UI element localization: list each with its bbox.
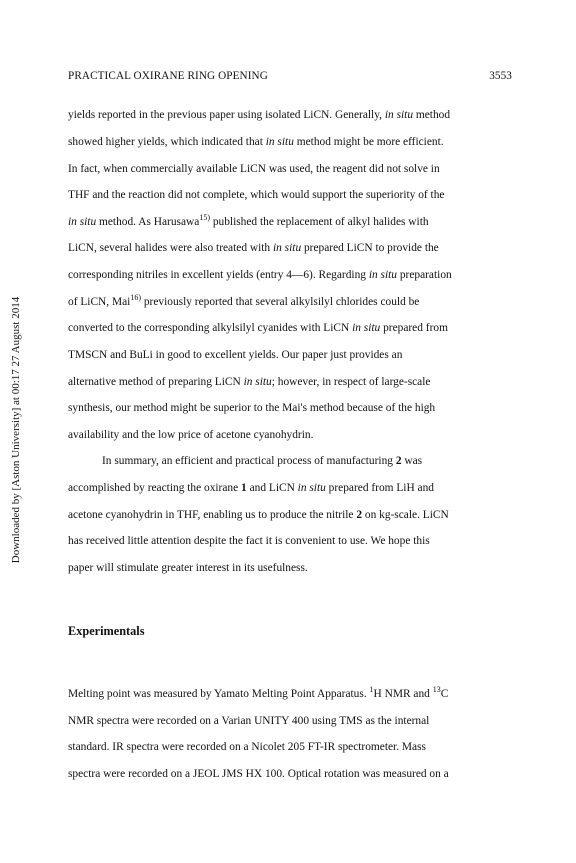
text-run: ; however, in respect of large-scale xyxy=(271,376,431,388)
paragraph-line xyxy=(68,714,429,728)
paragraph-line xyxy=(68,687,448,701)
text-run: showed higher yields, which indicated that xyxy=(68,136,266,148)
paragraph-line xyxy=(68,348,402,362)
paragraph-line xyxy=(68,428,313,442)
italic-run: in situ xyxy=(272,242,302,254)
text-run: availability and the low price of acetone cyanohydrin. xyxy=(68,429,314,441)
italic-run: in situ xyxy=(297,482,326,494)
paragraph-line xyxy=(68,481,434,495)
text-run: preparation xyxy=(397,269,452,281)
section-heading: Experimentals xyxy=(68,624,145,638)
text-run: acetone cyanohydrin in THF, enabling us to produce the nitrile xyxy=(68,509,357,521)
download-watermark xyxy=(10,297,22,563)
paragraph-line xyxy=(68,740,426,754)
text-run: H NMR and xyxy=(373,688,433,700)
italic-run: in situ xyxy=(68,216,97,228)
text-run: paper will stimulate greater interest in its usefulness. xyxy=(68,562,308,574)
download-note: Downloaded by [Aston University] at 00:17 27 August 2014 xyxy=(10,296,22,564)
paragraph-line xyxy=(68,767,449,781)
italic-run: in situ xyxy=(368,269,397,281)
text-run: NMR spectra were recorded on a Varian UNITY 400 using TMS as the internal xyxy=(68,715,430,727)
text-run: method xyxy=(413,109,451,121)
paragraph-line xyxy=(68,534,430,548)
text-run: synthesis, our method might be superior to the Mai's method because of the high xyxy=(68,402,436,414)
text-run: and LiCN xyxy=(246,482,298,494)
paragraph-line xyxy=(68,561,308,575)
text-run: prepared LiCN to provide the xyxy=(301,242,439,254)
paragraph-line xyxy=(68,108,450,122)
text-run: published the replacement of alkyl halides with xyxy=(209,216,429,228)
paragraph-line xyxy=(68,162,440,176)
italic-run: in situ xyxy=(265,136,294,148)
text-run: has received little attention despite the fact it is convenient to use. We hope this xyxy=(68,535,430,547)
compound-number: 2 xyxy=(395,455,402,467)
text-run: THF and the reaction did not complete, which would support the superiority of the xyxy=(68,189,445,201)
text-run: spectra were recorded on a JEOL JMS HX 100. Optical rotation was measured on a xyxy=(68,768,449,780)
text-run: prepared from LiH and xyxy=(325,482,434,494)
text-run: alternative method of preparing LiCN xyxy=(68,376,244,388)
paragraph-line xyxy=(68,508,449,522)
text-run: LiCN, several halides were also treated with xyxy=(68,242,273,254)
italic-run: in situ xyxy=(243,376,272,388)
paragraph-line xyxy=(68,215,429,229)
text-run: Melting point was measured by Yamato Melting Point Apparatus. xyxy=(68,688,370,700)
text-run: TMSCN and BuLi in good to excellent yields. Our paper just provides an xyxy=(68,349,403,361)
compound-number: 2 xyxy=(356,509,363,521)
italic-run: in situ xyxy=(384,109,414,121)
text-run: C xyxy=(440,688,449,700)
text-run: converted to the corresponding alkylsilyl cyanides with LiCN xyxy=(68,322,353,334)
page-number: 3553 xyxy=(489,70,512,82)
isotope-superscript: 1 xyxy=(369,685,374,695)
text-run: corresponding nitriles in excellent yields (entry 4—6). Regarding xyxy=(68,269,369,281)
text-run: previously reported that several alkylsilyl chlorides could be xyxy=(141,296,420,308)
paragraph-line xyxy=(68,135,444,149)
text-run: In fact, when commercially available LiCN was used, the reagent did not solve in xyxy=(68,163,440,175)
text-run: method. As Harusawa xyxy=(96,216,200,228)
paragraph-line xyxy=(68,241,439,255)
reference-superscript: 15) xyxy=(199,213,210,223)
running-title: PRACTICAL OXIRANE RING OPENING xyxy=(68,70,268,82)
paragraph-line xyxy=(68,375,430,389)
text-run: method might be more efficient. xyxy=(293,136,444,148)
text-run: accomplished by reacting the oxirane xyxy=(68,482,242,494)
text-run: In summary, an efficient and practical process of manufacturing xyxy=(102,455,396,467)
text-run: prepared from xyxy=(380,322,448,334)
paragraph-line xyxy=(68,268,452,282)
isotope-superscript: 13 xyxy=(432,685,441,695)
compound-number: 1 xyxy=(241,482,247,494)
paragraph-line xyxy=(68,321,448,335)
paragraph-line xyxy=(102,454,422,468)
running-header xyxy=(68,70,512,86)
paragraph-line xyxy=(68,401,435,415)
text-run: standard. IR spectra were recorded on a Nicolet 205 FT-IR spectrometer. Mass xyxy=(68,741,426,753)
paragraph-line xyxy=(68,295,419,309)
italic-run: in situ xyxy=(352,322,381,334)
paragraph-line xyxy=(68,188,444,202)
text-run: was xyxy=(401,455,423,467)
text-run: on kg-scale. LiCN xyxy=(362,509,449,521)
text-run: yields reported in the previous paper using isolated LiCN. Generally, xyxy=(68,109,385,121)
text-run: of LiCN, Mai xyxy=(68,296,131,308)
reference-superscript: 16) xyxy=(130,293,141,303)
